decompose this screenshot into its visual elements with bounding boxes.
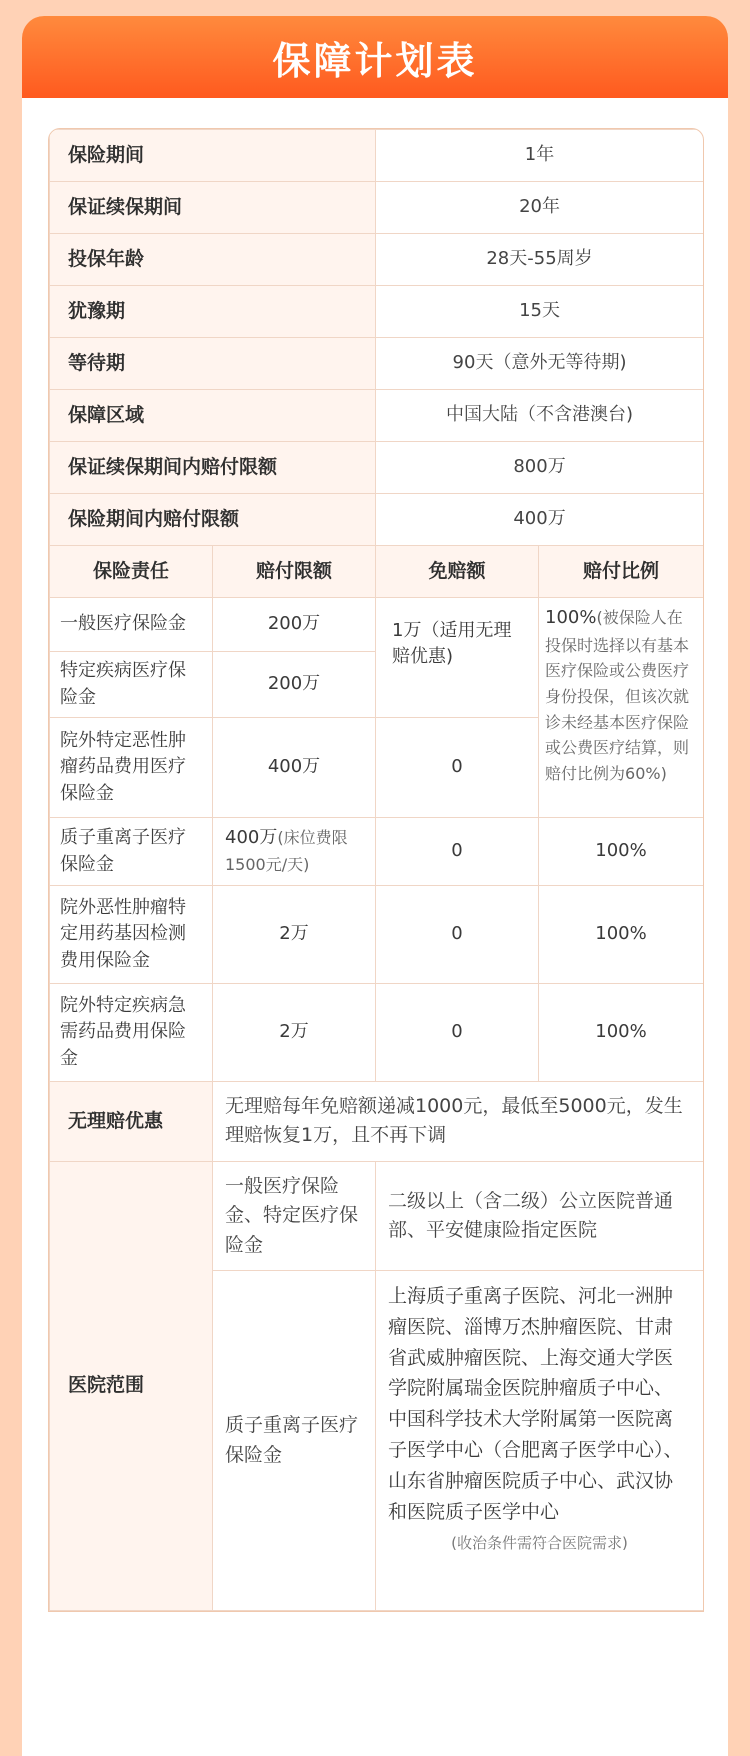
no-claim-text: 无理赔每年免赔额递减1000元，最低至5000元，发生理赔恢复1万，且不再下调	[213, 1082, 704, 1162]
no-claim-row	[50, 1082, 704, 1162]
row-value: 800万	[376, 442, 704, 494]
column-header: 保险责任	[50, 546, 213, 598]
row-value: 15天	[376, 286, 704, 338]
coverage-limit: 200万	[213, 598, 376, 652]
coverage-name: 院外恶性肿瘤特定用药基因检测费用保险金	[50, 886, 213, 984]
hospital-note: (收治条件需符合医院需求)	[451, 1534, 628, 1553]
row-label: 投保年龄	[50, 234, 376, 286]
row-value: 400万	[376, 494, 704, 546]
coverage-deductible: 0	[376, 718, 539, 818]
column-header: 赔付限额	[213, 546, 376, 598]
table-row	[50, 984, 704, 1082]
row-label: 犹豫期	[50, 286, 376, 338]
row-label: 保险期间	[50, 130, 376, 182]
coverage-name: 特定疾病医疗保险金	[50, 652, 213, 718]
coverage-header-row	[50, 546, 704, 598]
row-value: 中国大陆（不含港澳台)	[376, 390, 704, 442]
table-row	[50, 598, 704, 652]
coverage-deductible: 1万（适用无理赔优惠)	[376, 598, 539, 718]
coverage-name: 一般医疗保险金	[50, 598, 213, 652]
coverage-ratio: 100%	[539, 818, 704, 886]
coverage-limit: 2万	[213, 886, 376, 984]
coverage-deductible: 0	[376, 984, 539, 1082]
coverage-ratio	[539, 598, 704, 818]
coverage-deductible: 0	[376, 886, 539, 984]
table-row	[50, 234, 704, 286]
table-row	[50, 286, 704, 338]
table-row	[50, 338, 704, 390]
plan-card	[22, 16, 728, 1756]
row-value: 90天（意外无等待期)	[376, 338, 704, 390]
column-header: 赔付比例	[539, 546, 704, 598]
hospital-list	[376, 1271, 704, 1611]
row-label: 保险期间内赔付限额	[50, 494, 376, 546]
table-row	[50, 494, 704, 546]
table-row	[50, 182, 704, 234]
hospital-scope: 一般医疗保险金、特定医疗保险金	[213, 1161, 376, 1270]
hospital-list: 二级以上（含二级）公立医院普通部、平安健康险指定医院	[376, 1161, 704, 1270]
row-value: 1年	[376, 130, 704, 182]
hospital-row	[50, 1161, 704, 1270]
row-value: 20年	[376, 182, 704, 234]
table-row	[50, 390, 704, 442]
row-label: 等待期	[50, 338, 376, 390]
coverage-name: 质子重离子医疗保险金	[50, 818, 213, 886]
coverage-name: 院外特定恶性肿瘤药品费用医疗保险金	[50, 718, 213, 818]
page-title: 保障计划表	[272, 38, 478, 83]
coverage-name: 院外特定疾病急需药品费用保险金	[50, 984, 213, 1082]
table-row	[50, 442, 704, 494]
coverage-ratio: 100%	[539, 886, 704, 984]
table-row	[50, 818, 704, 886]
row-label: 保证续保期间内赔付限额	[50, 442, 376, 494]
coverage-limit: 2万	[213, 984, 376, 1082]
no-claim-label: 无理赔优惠	[50, 1082, 213, 1162]
coverage-limit: 200万	[213, 652, 376, 718]
coverage-deductible: 0	[376, 818, 539, 886]
coverage-ratio: 100%	[539, 984, 704, 1082]
row-label: 保障区域	[50, 390, 376, 442]
table-row	[50, 886, 704, 984]
hospital-label: 医院范围	[50, 1161, 213, 1610]
coverage-limit: 400万	[213, 718, 376, 818]
row-label: 保证续保期间	[50, 182, 376, 234]
row-value: 28天-55周岁	[376, 234, 704, 286]
coverage-limit	[213, 818, 376, 886]
limit-value: 400万	[225, 827, 278, 849]
hospital-scope: 质子重离子医疗保险金	[213, 1271, 376, 1611]
plan-header	[22, 16, 728, 98]
hospital-names: 上海质子重离子医院、河北一洲肿瘤医院、淄博万杰肿瘤医院、甘肃省武威肿瘤医院、上海交通大学医学院附属瑞金医院肿瘤质子中心、中国科学技术大学附属第一医院离子医学中心（合肥离子医学中心）、山东省肿瘤医院质子中心、武汉协和医院质子医学中心	[388, 1285, 683, 1523]
plan-table	[48, 128, 704, 1612]
column-header: 免赔额	[376, 546, 539, 598]
limit-note: (床位费限1500元/天)	[225, 828, 348, 874]
ratio-main: 100%	[545, 607, 597, 628]
table-row	[50, 130, 704, 182]
ratio-note: (被保险人在投保时选择以有基本医疗保险或公费医疗身份投保，但该次就诊未经基本医疗保险或公费医疗结算，则赔付比例为60%)	[545, 608, 690, 783]
